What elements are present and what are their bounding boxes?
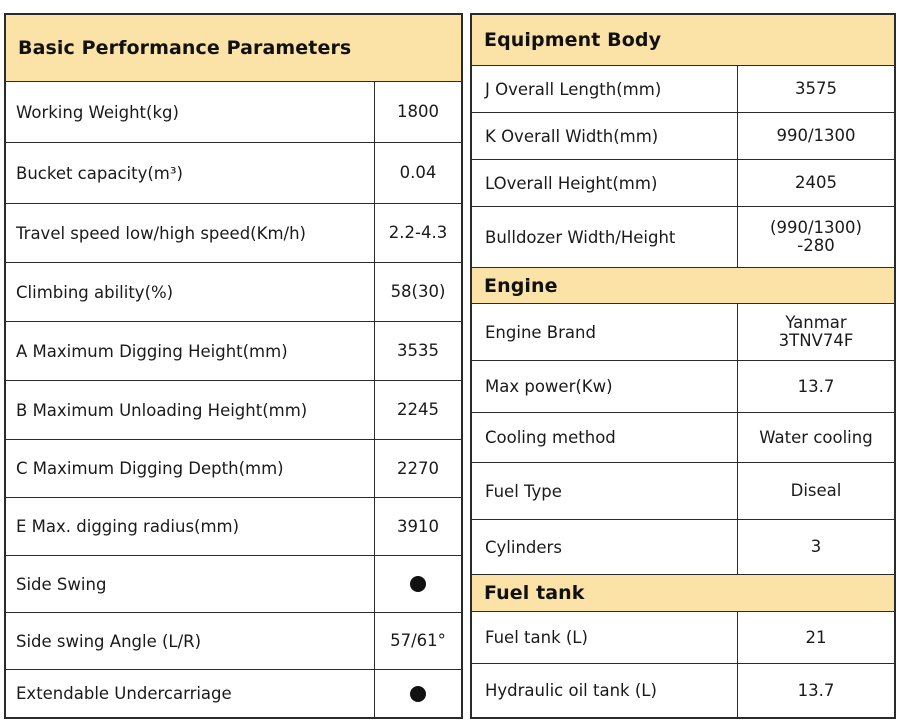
row-label: Cooling method bbox=[485, 428, 616, 447]
row-value: 2245 bbox=[374, 381, 461, 439]
section-title: Engine bbox=[484, 274, 558, 297]
row-value: 21 bbox=[737, 612, 894, 663]
row-label: Travel speed low/high speed(Km/h) bbox=[16, 223, 306, 243]
table-row bbox=[6, 263, 461, 322]
section-title: Fuel tank bbox=[484, 582, 585, 604]
row-value: 0.04 bbox=[374, 143, 461, 203]
table-row bbox=[6, 670, 461, 717]
table-header bbox=[6, 15, 461, 82]
table-header bbox=[472, 268, 894, 304]
row-label: Fuel tank (L) bbox=[485, 628, 588, 647]
table-row bbox=[472, 304, 894, 361]
row-value: 13.7 bbox=[737, 664, 894, 717]
row-value: 3 bbox=[737, 520, 894, 574]
row-value: Yanmar 3TNV74F bbox=[737, 304, 894, 360]
row-value: 3535 bbox=[374, 322, 461, 380]
table-row bbox=[472, 463, 894, 520]
row-label: E Max. digging radius(mm) bbox=[16, 517, 240, 536]
section-title: Basic Performance Parameters bbox=[18, 37, 352, 59]
row-label: K Overall Width(mm) bbox=[485, 126, 659, 146]
row-value: 13.7 bbox=[737, 361, 894, 412]
row-label: Bulldozer Width/Height bbox=[485, 227, 676, 247]
row-label: LOverall Height(mm) bbox=[485, 173, 658, 193]
row-value: Water cooling bbox=[737, 413, 894, 462]
row-label: B Maximum Unloading Height(mm) bbox=[16, 400, 308, 420]
row-label: C Maximum Digging Depth(mm) bbox=[16, 459, 284, 478]
filled-circle-icon bbox=[410, 576, 426, 592]
row-value: 2270 bbox=[374, 440, 461, 497]
row-label: Engine Brand bbox=[485, 322, 596, 342]
table-row bbox=[472, 413, 894, 463]
section-title: Equipment Body bbox=[484, 29, 662, 51]
table-row bbox=[472, 664, 894, 717]
table-row bbox=[472, 361, 894, 413]
basic-performance-table bbox=[4, 13, 463, 719]
row-value: 58(30) bbox=[374, 263, 461, 321]
table-row bbox=[472, 113, 894, 160]
row-value: 1800 bbox=[374, 82, 461, 142]
row-value: 3575 bbox=[737, 66, 894, 112]
table-row bbox=[6, 82, 461, 143]
row-label: J Overall Length(mm) bbox=[485, 79, 662, 99]
table-header bbox=[472, 575, 894, 612]
row-label: Bucket capacity(m³) bbox=[16, 163, 183, 183]
equipment-spec-table bbox=[470, 13, 896, 719]
row-value: 2405 bbox=[737, 160, 894, 206]
table-row bbox=[6, 556, 461, 613]
row-label: Extendable Undercarriage bbox=[16, 684, 232, 703]
row-value bbox=[374, 670, 461, 717]
row-label: Max power(Kw) bbox=[485, 377, 613, 396]
table-row bbox=[472, 66, 894, 113]
row-label: Side Swing bbox=[16, 574, 107, 594]
table-row bbox=[6, 143, 461, 204]
row-label: Hydraulic oil tank (L) bbox=[485, 681, 657, 700]
row-value: 990/1300 bbox=[737, 113, 894, 159]
table-header bbox=[472, 15, 894, 66]
filled-circle-icon bbox=[410, 686, 426, 702]
row-value: 3910 bbox=[374, 498, 461, 555]
table-row bbox=[472, 207, 894, 268]
row-value bbox=[374, 556, 461, 612]
table-row bbox=[6, 613, 461, 670]
row-value: 57/61° bbox=[374, 613, 461, 669]
row-label: Cylinders bbox=[485, 537, 562, 557]
table-row bbox=[6, 381, 461, 440]
row-label: Working Weight(kg) bbox=[16, 102, 179, 122]
row-value: 2.2-4.3 bbox=[374, 204, 461, 262]
row-value: Diseal bbox=[737, 463, 894, 519]
row-label: A Maximum Digging Height(mm) bbox=[16, 341, 288, 361]
table-row bbox=[6, 440, 461, 498]
table-row bbox=[472, 160, 894, 207]
table-row bbox=[6, 498, 461, 556]
row-label: Fuel Type bbox=[485, 481, 562, 501]
row-value: (990/1300) -280 bbox=[737, 207, 894, 267]
table-row bbox=[6, 322, 461, 381]
table-row bbox=[6, 204, 461, 263]
row-label: Climbing ability(%) bbox=[16, 282, 174, 302]
row-label: Side swing Angle (L/R) bbox=[16, 631, 202, 651]
table-row bbox=[472, 612, 894, 664]
table-row bbox=[472, 520, 894, 575]
